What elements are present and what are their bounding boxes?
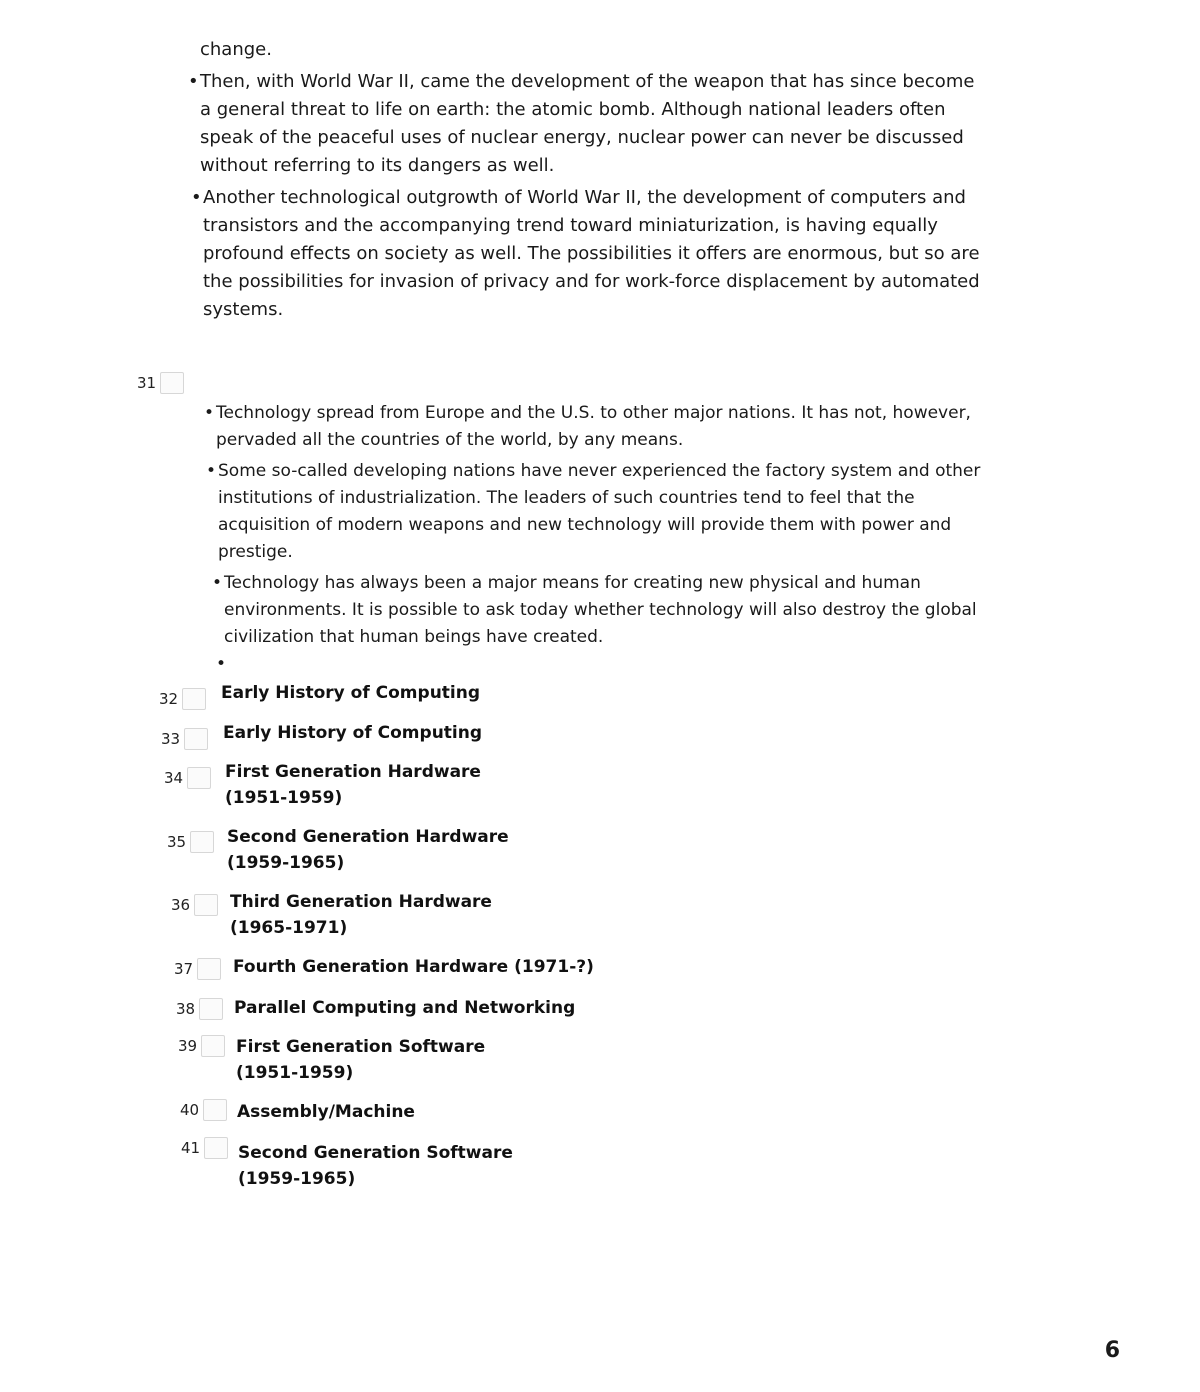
slide-title: Third Generation Hardware (1965-1971) [230,892,492,938]
notes-continuation [188,36,988,324]
slide-title: Fourth Generation Hardware (1971-?) [233,957,594,977]
slide-number: 40 [180,1099,227,1121]
slide-number: 36 [171,894,218,916]
slide-number: 32 [159,688,206,710]
slide-thumbnail-box [190,831,214,853]
slide-number: 38 [176,998,223,1020]
slide-thumbnail-box [199,998,223,1020]
note-bullet: • Technology has always been a major means for creating new physical and human environments. It is possible to ask today whether technology will also destroy the global civilization that human beings have created. [212,573,977,647]
slide-thumbnail-box [204,1137,228,1159]
slide-thumbnail-box [197,958,221,980]
slide-title: Second Generation Software (1959-1965) [238,1143,513,1189]
slide-number: 35 [167,831,214,853]
slide-thumbnail-box [160,372,184,394]
slide-31-notes: • Technology spread from Europe and the U.S. to other major nations. It has not, however, pervaded all the countries of the world, by any means. • Some so-called developing nations have never experienced the factory system and other institutions of industrialization. The leaders of such countries tend to feel that the acquisition of modern weapons and new technology will provide them with power and prestige. • Technology has always been a major means for creating new physical and human environments. It is possible to ask today whether technology will also destroy the global civilization that human beings have created. • [204,400,988,651]
slide-title: Early History of Computing [223,723,483,743]
slide-thumbnail-box [203,1099,227,1121]
slide-title: Early History of Computing [221,683,481,703]
slide-title: Second Generation Hardware (1959-1965) [227,827,509,873]
slide-title: Assembly/Machine [237,1102,415,1122]
slide-thumbnail-box [184,728,208,750]
slide-title: First Generation Software (1951-1959) [236,1037,486,1083]
slide-number: 33 [161,728,208,750]
note-paragraph: • Another technological outgrowth of World War II, the development of computers and transistors and the accompanying trend toward miniaturization, is having equally profound effects on society as well. The possibilities it offers are enormous, but so are the possibilities for invasion of privacy and for work-force displacement by automated systems. [191,187,980,320]
continuation-text: change. [200,39,272,60]
slide-number: 39 [178,1035,225,1057]
slide-number: 34 [164,767,211,789]
slide-thumbnail-box [187,767,211,789]
page-number: 6 [1104,1338,1120,1363]
scan-artifact [0,0,93,71]
slide-number: 31 [137,372,184,394]
note-bullet: • Some so-called developing nations have never experienced the factory system and other institutions of industrialization. The leaders of such countries tend to feel that the acquisition of modern weapons and new technology will provide them with power and prestige. [206,461,981,562]
slide-number: 37 [174,958,221,980]
slide-number: 41 [181,1137,228,1159]
slide-thumbnail-box [182,688,206,710]
slide-thumbnail-box [194,894,218,916]
note-bullet: • Technology spread from Europe and the U.S. to other major nations. It has not, however, pervaded all the countries of the world, by any means. [204,403,971,450]
slide-thumbnail-box [201,1035,225,1057]
slide-title: Parallel Computing and Networking [234,998,576,1018]
slide-title: First Generation Hardware (1951-1959) [225,762,481,808]
note-paragraph: • Then, with World War II, came the development of the weapon that has since become a general threat to life on earth: the atomic bomb. Although national leaders often speak of the peaceful uses of nuclear energy, nuclear power can never be discussed without referring to its dangers as well. [188,71,975,176]
